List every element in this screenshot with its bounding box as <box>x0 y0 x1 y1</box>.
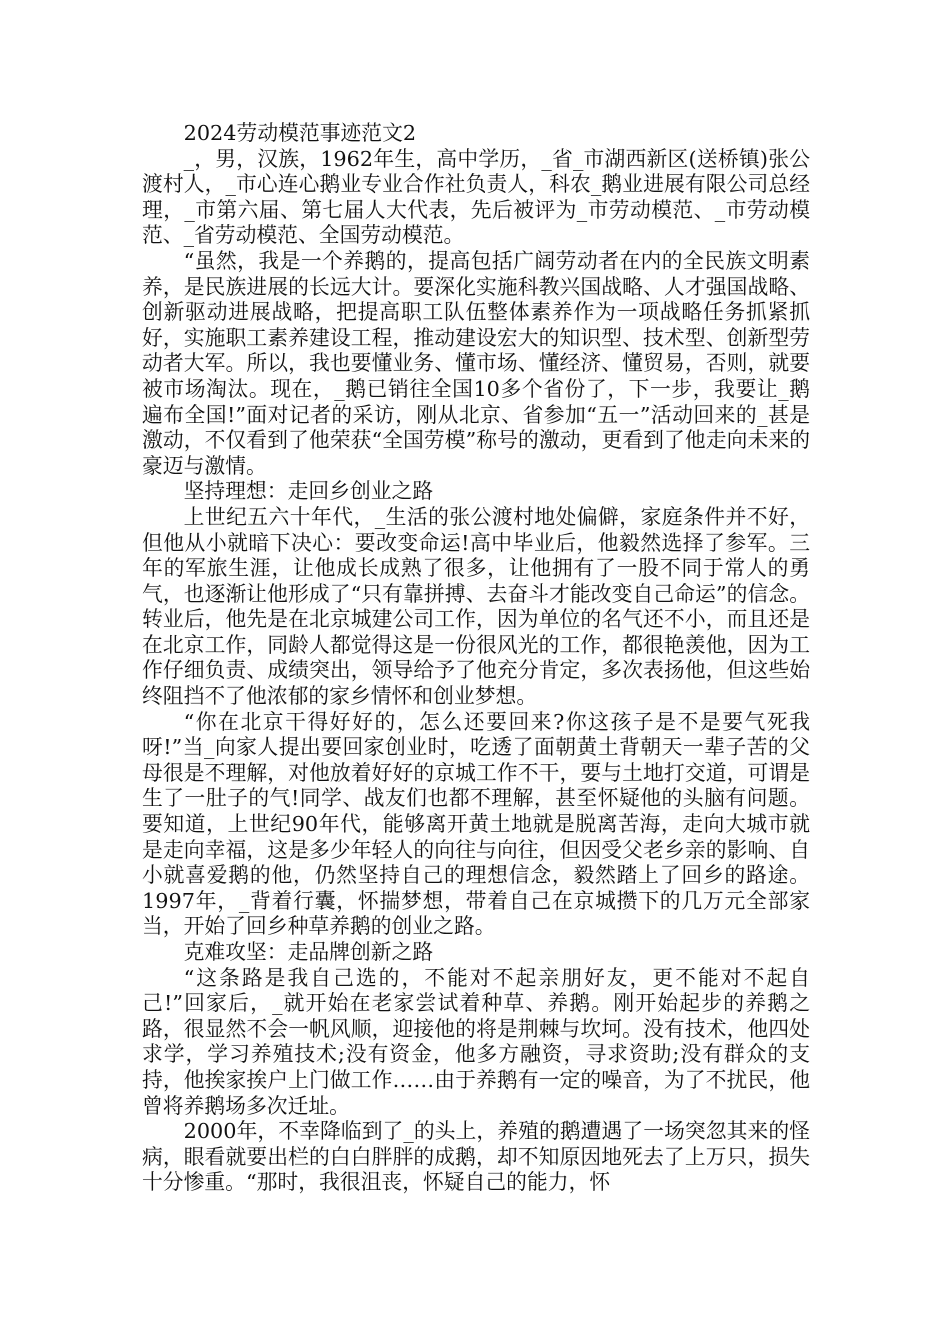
paragraph-background: 上世纪五六十年代，_生活的张公渡村地处偏僻，家庭条件并不好，但他从小就暗下决心：要改变命运!高中毕业后，他毅然选择了参军。三年的军旅生涯，让他成长成熟了很多，让他拥有了一股不同于常人的勇气，也逐渐让他形成了“只有靠拼搏、去奋斗才能改变自己命运”的信念。转业后，他先是在北京城建公司工作，因为单位的名气还不小，而且还是在北京工作，同龄人都觉得这是一份很风光的工作，都很艳羡他，因为工作仔细负责、成绩突出，领导给予了他充分肯定，多次表扬他，但这些始终阻挡不了他浓郁的家乡情怀和创业梦想。 <box>142 504 810 709</box>
document-title: 2024劳动模范事迹范文2 <box>183 121 417 145</box>
paragraph-start: “这条路是我自己选的，不能对不起亲朋好友，更不能对不起自己!”回家后，_就开始在老家尝试着种草、养鹅。刚开始起步的养鹅之路，很显然不会一帆风顺，迎接他的将是荆棘与坎坷。没有技术，他四处求学，学习养殖技术;没有资金，他多方融资，寻求资助;没有群众的支持，他挨家挨户上门做工作……由于养鹅有一定的噪音，为了不扰民，他曾将养鹅场多次迁址。 <box>142 965 810 1118</box>
paragraph-intro: _，男，汉族，1962年生，高中学历，_省_市湖西新区(送桥镇)张公渡村人，_市心连心鹅业专业合作社负责人，科农_鹅业进展有限公司总经理，_市第六届、第七届人大代表，先后被评为_市劳动模范、_市劳动模范、_省劳动模范、全国劳动模范。 <box>142 146 810 248</box>
document-body <box>142 121 810 1196</box>
paragraph-quote: “虽然，我是一个养鹅的，提高包括广阔劳动者在内的全民族文明素养，是民族进展的长远大计。要深化实施科教兴国战略、人才强国战略、创新驱动进展战略，把提高职工队伍整体素养作为一项战略任务抓紧抓好，实施职工素养建设工程，推动建设宏大的知识型、技术型、创新型劳动者大军。所以，我也要懂业务、懂市场、懂经济、懂贸易，否则，就要被市场淘汰。现在，_鹅已销往全国10多个省份了，下一步，我要让_鹅遍布全国!”面对记者的采访，刚从北京、省参加“五一”活动回来的_甚是激动，不仅看到了他荣获“全国劳模”称号的激动，更看到了他走向未来的豪迈与激情。 <box>142 248 810 478</box>
paragraph-return-home: “你在北京干得好好的，怎么还要回来?你这孩子是不是要气死我呀!”当_向家人提出要回家创业时，吃透了面朝黄土背朝天一辈子苦的父母很是不理解，对他放着好好的京城工作不干，要与土地打交道，可谓是生了一肚子的气!同学、战友们也都不理解，甚至怀疑他的头脑有问题。要知道，上世纪90年代，能够离开黄土地就是脱离苦海，走向大城市就是走向幸福，这是多少年轻人的向往与向往，但因受父老乡亲的影响、自小就喜爱鹅的他，仍然坚持自己的理想信念，毅然踏上了回乡的路途。1997年，_背着行囊，怀揣梦想，带着自己在京城攒下的几万元全部家当，开始了回乡种草养鹅的创业之路。 <box>142 709 810 939</box>
section-heading-ideal: 坚持理想：走回乡创业之路 <box>183 479 434 504</box>
section-heading-brand: 克难攻坚：走品牌创新之路 <box>183 940 434 964</box>
paragraph-2000: 2000年，不幸降临到了_的头上，养殖的鹅遭遇了一场突忽其来的怪病，眼看就要出栏的白白胖胖的成鹅，却不知原因地死去了上万只，损失十分惨重。“那时，我很沮丧，怀疑自己的能力，怀 <box>142 1119 810 1195</box>
